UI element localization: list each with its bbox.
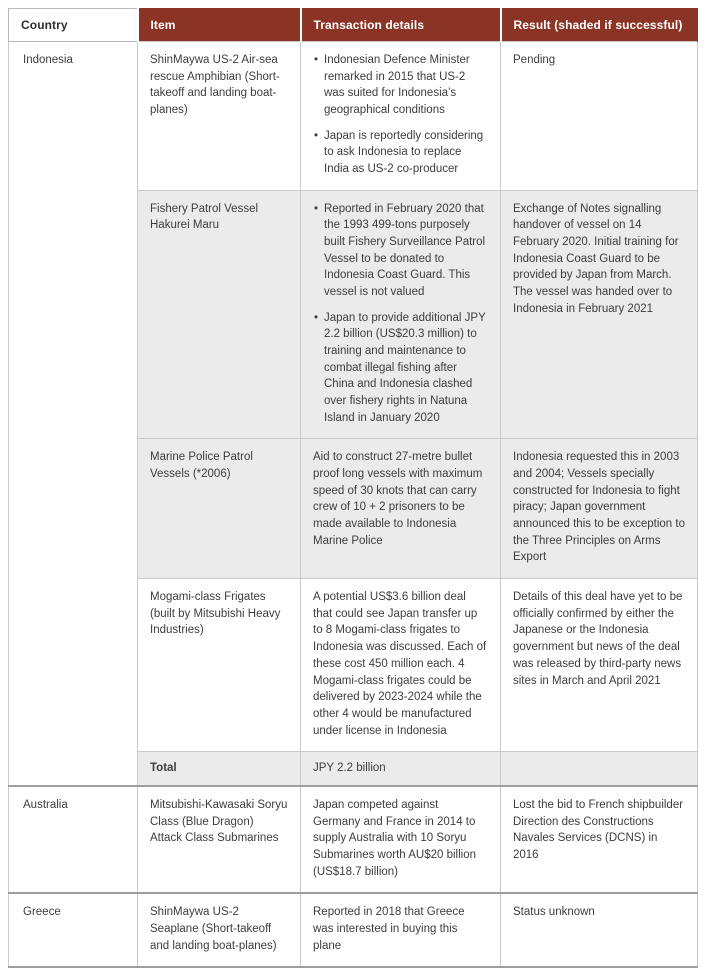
item-cell: Mitsubishi-Kawasaki Soryu Class (Blue Dragon) Attack Class Submarines: [138, 786, 301, 893]
detail-bullet: • Japan to provide additional JPY 2.2 billion (US$20.3 million) to training and maintenance to combat illegal fishing after China and Indonesia clashed over fishery rights in Natuna Island in January 2020: [313, 310, 488, 427]
item-cell: Marine Police Patrol Vessels (*2006): [138, 439, 301, 579]
country-cell-greece: Greece: [9, 893, 138, 967]
details-cell: A potential US$3.6 billion deal that could see Japan transfer up to 8 Mogami-class frigates to Indonesia was discussed. Each of these cost 450 million each. 4 Mogami-class frigates could be delivered by 2023-2024 while the other 4 would be manufactured under license in Indonesia: [301, 579, 501, 752]
country-cell-australia: Australia: [9, 786, 138, 893]
column-header-result: Result (shaded if successful): [501, 9, 698, 42]
column-header-item: Item: [138, 9, 301, 42]
details-cell: [301, 190, 501, 439]
item-cell: ShinMaywa US-2 Seaplane (Short-takeoff and landing boat-planes): [138, 893, 301, 967]
item-cell: Mogami-class Frigates (built by Mitsubishi Heavy Industries): [138, 579, 301, 752]
item-cell: Fishery Patrol Vessel Hakurei Maru: [138, 190, 301, 439]
arms-transfer-table-container: [8, 8, 698, 968]
country-cell-indonesia: Indonesia: [9, 42, 138, 786]
column-header-transaction-details: Transaction details: [301, 9, 501, 42]
table-row: [9, 893, 698, 967]
details-cell: Reported in 2018 that Greece was interested in buying this plane: [301, 893, 501, 967]
arms-transfer-table: [8, 8, 698, 968]
details-cell: Aid to construct 27-metre bullet proof long vessels with maximum speed of 30 knots that can carry crew of 10 + 2 prisoners to be made available to Indonesia Marine Police: [301, 439, 501, 579]
result-cell: Pending: [501, 42, 698, 191]
total-label-cell: Total: [138, 752, 301, 786]
details-cell: Japan competed against Germany and France in 2014 to supply Australia with 10 Soryu Submarines worth AU$20 billion (US$18.7 billion): [301, 786, 501, 893]
column-header-country: Country: [9, 9, 138, 42]
detail-bullet: • Reported in February 2020 that the 1993 499-tons purposely built Fishery Surveillance Patrol Vessel to be donated to Indonesia Coast Guard. This vessel is not valued: [313, 201, 488, 301]
table-row: [9, 42, 698, 191]
result-cell: Details of this deal have yet to be officially confirmed by either the Japanese or the Indonesia government but news of the deal was released by third-party news sites in March and April 2021: [501, 579, 698, 752]
detail-bullet: • Indonesian Defence Minister remarked in 2015 that US-2 was suited for Indonesia’s geographical conditions: [313, 52, 488, 119]
result-cell: [501, 752, 698, 786]
table-row: [9, 786, 698, 893]
details-cell: [301, 42, 501, 191]
result-cell: Exchange of Notes signalling handover of vessel on 14 February 2020. Initial training for Indonesia Coast Guard to be provided by Japan from March. The vessel was handed over to Indonesia in February 2021: [501, 190, 698, 439]
result-cell: Indonesia requested this in 2003 and 2004; Vessels specially constructed for Indonesia to fight piracy; Japan government announced this to be exception to the Three Principles on Arms Export: [501, 439, 698, 579]
item-cell: ShinMaywa US-2 Air-sea rescue Amphibian (Short-takeoff and landing boat-planes): [138, 42, 301, 191]
result-cell: Status unknown: [501, 893, 698, 967]
detail-bullet: • Japan is reportedly considering to ask Indonesia to replace India as US-2 co-producer: [313, 128, 488, 178]
result-cell: Lost the bid to French shipbuilder Direction des Constructions Navales Services (DCNS) in 2016: [501, 786, 698, 893]
total-value-cell: JPY 2.2 billion: [301, 752, 501, 786]
header-row: [9, 9, 698, 42]
